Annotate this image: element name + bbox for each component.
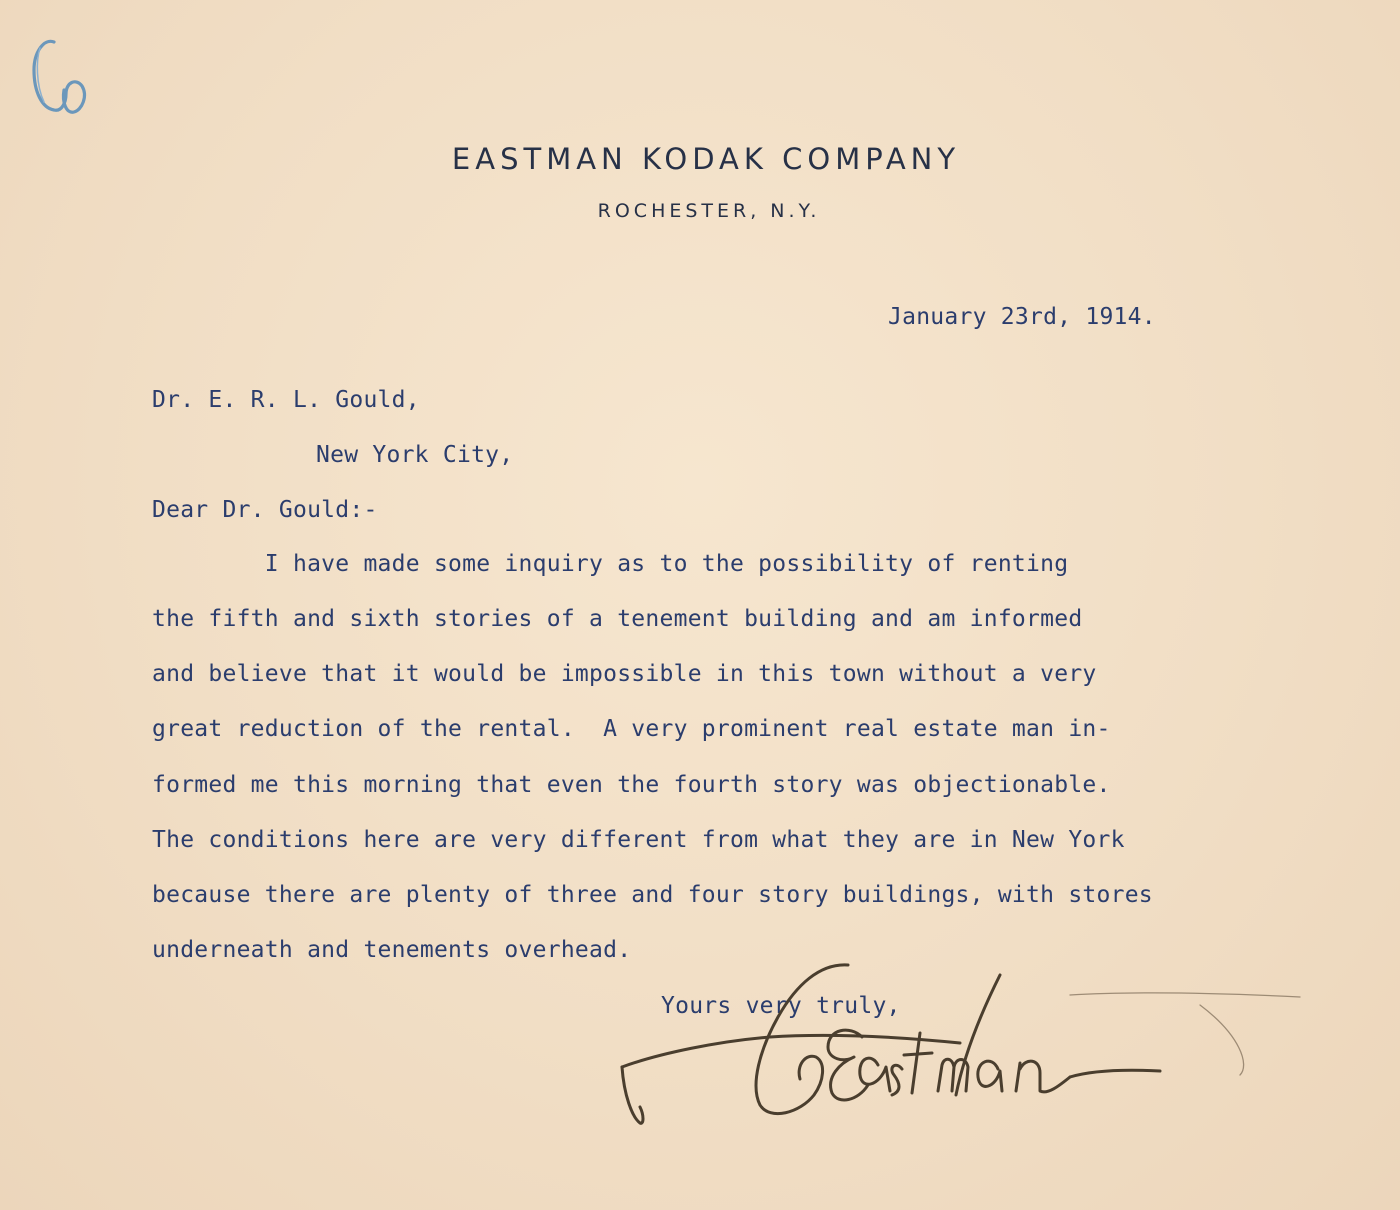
body-line: The conditions here are very different from what they are in New York (152, 827, 1125, 853)
body-line: because there are plenty of three and four story buildings, with stores (152, 882, 1153, 908)
pencil-annotation-mark (22, 30, 102, 120)
letterhead-city: ROCHESTER, N.Y. (597, 200, 821, 222)
letter-closing: Yours very truly, (661, 993, 901, 1019)
body-line: underneath and tenements overhead. (152, 937, 632, 963)
letterhead-company: EASTMAN KODAK COMPANY (451, 142, 961, 176)
handwritten-signature (600, 945, 1320, 1175)
body-line: and believe that it would be impossible in this town without a very (152, 661, 1097, 687)
body-line: I have made some inquiry as to the possibility of renting (152, 551, 1069, 577)
body-line: great reduction of the rental. A very prominent real estate man in- (152, 716, 1111, 742)
body-line: the fifth and sixth stories of a tenement building and am informed (152, 606, 1083, 632)
letter-address-city: New York City, (316, 442, 514, 468)
letter-salutation: Dear Dr. Gould:- (152, 497, 378, 523)
letter-date: January 23rd, 1914. (888, 304, 1156, 330)
letter-addressee: Dr. E. R. L. Gould, (152, 387, 420, 413)
body-line: formed me this morning that even the fourth story was objectionable. (152, 772, 1111, 798)
